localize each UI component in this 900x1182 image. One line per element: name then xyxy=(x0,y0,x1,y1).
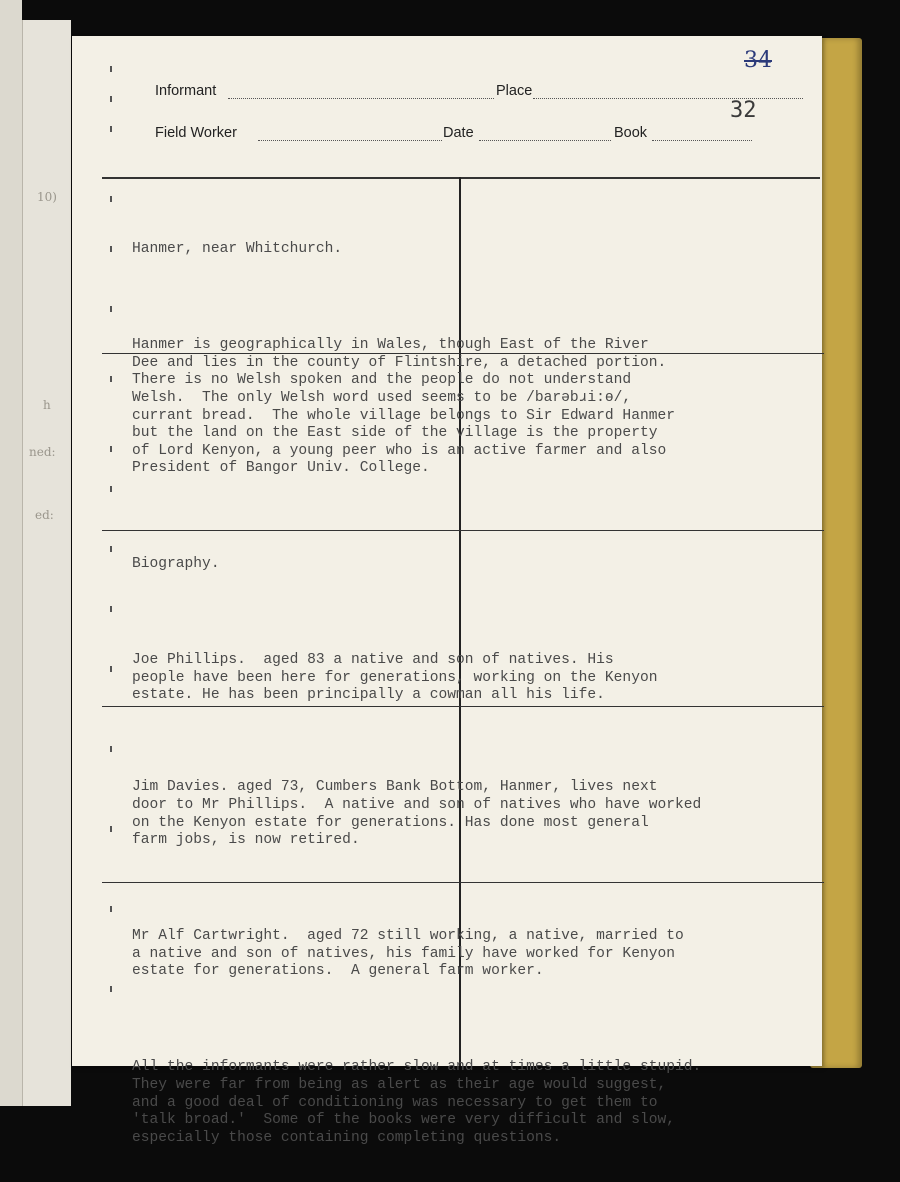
informant-label: Informant xyxy=(155,83,217,99)
margin-mark: 10) xyxy=(37,190,57,204)
biography-paragraph: Jim Davies. aged 73, Cumbers Bank Bottom, Hanmer, lives next door to Mr Phillips. A native and son of natives who have worked on the Kenyon estate for generations. Has done most general farm jobs, is now retired. xyxy=(132,779,702,849)
date-line xyxy=(479,140,611,141)
record-card xyxy=(72,36,822,1146)
biography-paragraph: Joe Phillips. aged 83 a native and son of natives. His people have been here for generations, working on the Kenyon estate. He has been principally a cowman all his life. xyxy=(132,652,658,704)
field-worker-label: Field Worker xyxy=(155,125,237,141)
remarks-paragraph: All the informants were rather slow and at times a little stupid. They were far from being as alert as their age would suggest, and a good deal of conditioning was necessary to get them to 'talk broad.' Some of the books were very difficult and slow, especially those containing completing questions. xyxy=(132,1059,702,1146)
punch-marks xyxy=(110,46,114,1046)
biography-paragraph: Mr Alf Cartwright. aged 72 still working, a native, married to a native and son of natives, his family have worked for Kenyon estate for generations. A general farm worker. xyxy=(132,928,684,980)
margin-mark: ed: xyxy=(35,508,54,522)
place-label: Place xyxy=(496,83,533,99)
place-line xyxy=(533,98,803,99)
date-label: Date xyxy=(443,125,474,141)
informant-line xyxy=(228,98,494,99)
margin-mark: h xyxy=(43,398,51,412)
location-heading: Hanmer, near Whitchurch. xyxy=(132,241,343,258)
field-worker-line xyxy=(258,140,442,141)
struck-card-number: 34 xyxy=(744,48,772,73)
typed-notes xyxy=(132,206,832,1182)
facing-page-edge xyxy=(0,0,22,1106)
header-rule xyxy=(102,177,820,179)
location-paragraph: Hanmer is geographically in Wales, though East of the River Dee and lies in the county of Flintshire, a detached portion. There is no Welsh spoken and the people do not understand Welsh. The only Welsh word used seems to be /barəbɹi:ɵ/, currant bread. The whole village belongs to Sir Edward Hanmer but the land on the East side of the village is the property of Lord Kenyon, a young peer who is an active farmer and also President of Bangor Univ. College. xyxy=(132,337,675,477)
card-number: 32 xyxy=(730,98,757,123)
facing-page xyxy=(22,20,71,1106)
book-line xyxy=(652,140,752,141)
margin-mark: ned: xyxy=(29,445,56,459)
biography-heading: Biography. xyxy=(132,556,220,573)
book-label: Book xyxy=(614,125,648,141)
